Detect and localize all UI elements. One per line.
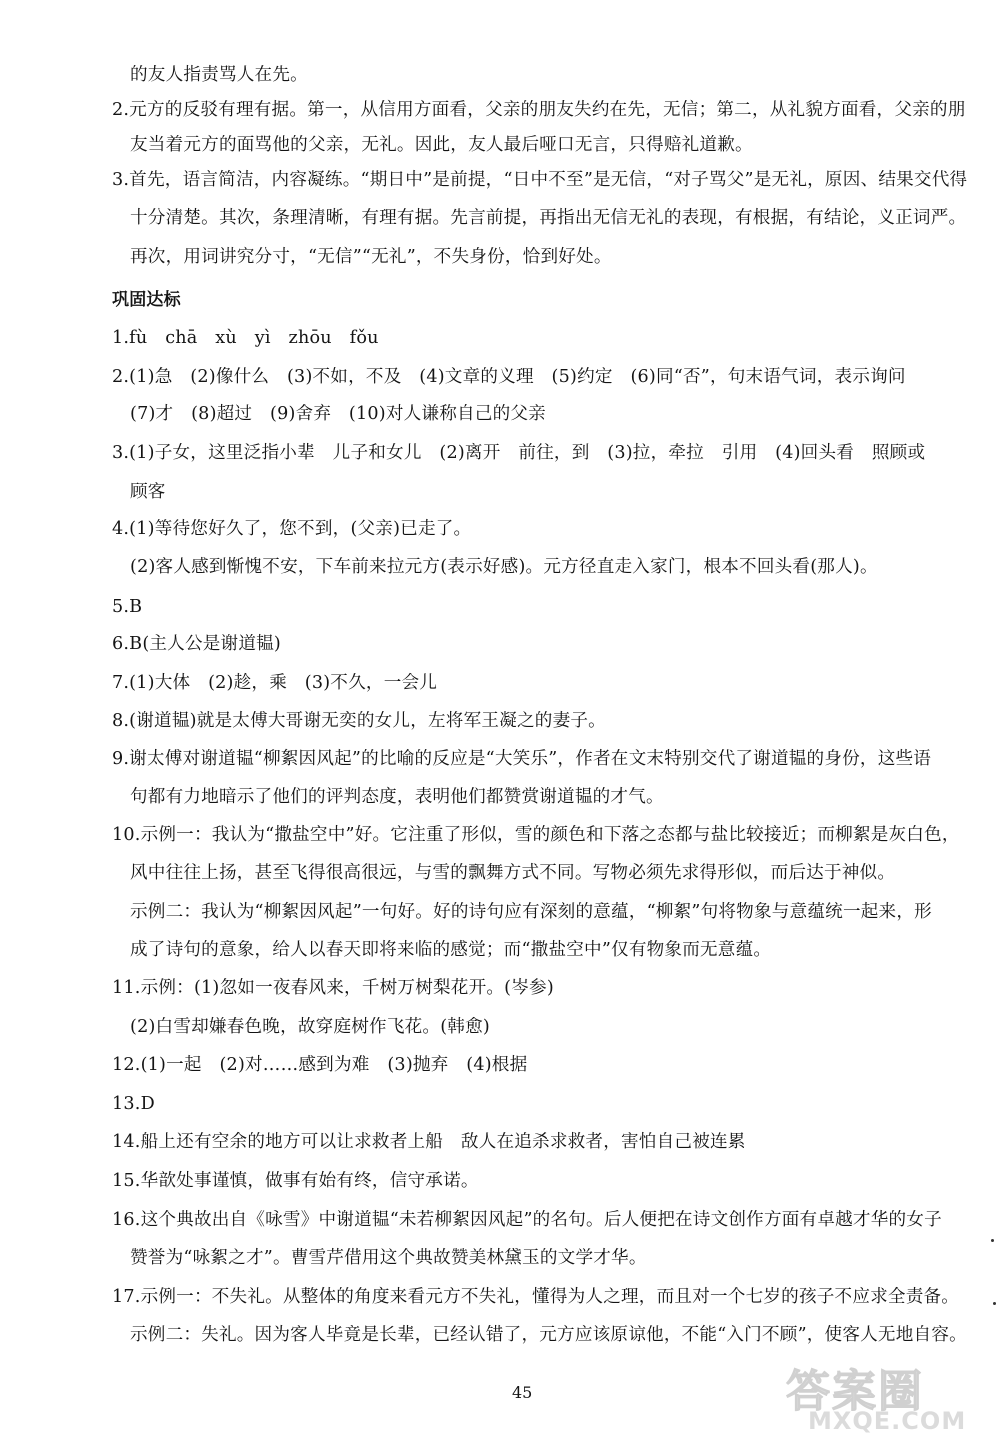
answer-item-6: 6.B(主人公是谢道韫) xyxy=(112,634,282,654)
answer-item-3: 3.首先，语言简洁，内容凝练。“期日中”是前提，“日中不至”是无信，“对子骂父”是无礼，原因、结果交代得 xyxy=(112,170,968,190)
answer-item-2: 2.元方的反驳有理有据。第一，从信用方面看，父亲的朋友失约在先，无信；第二，从礼貌方面看，父亲的朋 xyxy=(112,100,966,120)
watermark-logo-text: 答案圈 xyxy=(786,1366,924,1417)
text-line: 友当着元方的面骂他的父亲，无礼。因此，友人最后哑口无言，只得赔礼道歉。 xyxy=(130,135,753,155)
answer-item-1: 1.fù chā xù yì zhōu fǒu xyxy=(112,328,379,348)
text-line: (7)才 (8)超过 (9)舍弃 (10)对人谦称自己的父亲 xyxy=(130,404,546,424)
answer-item-16: 16.这个典故出自《咏雪》中谢道韫“未若柳絮因风起”的名句。后人便把在诗文创作方面有卓越才华的女子 xyxy=(112,1210,942,1230)
answer-item-7: 7.(1)大体 (2)趁，乘 (3)不久，一会儿 xyxy=(112,673,438,693)
scan-speck xyxy=(991,1239,994,1242)
text-line: 成了诗句的意象，给人以春天即将来临的感觉；而“撒盐空中”仅有物象而无意蕴。 xyxy=(130,940,772,960)
text-line: (2)白雪却嫌春色晚，故穿庭树作飞花。(韩愈) xyxy=(130,1017,490,1037)
text-line: 十分清楚。其次，条理清晰，有理有据。先言前提，再指出无信无礼的表现，有根据，有结论，义正词严。 xyxy=(130,208,967,228)
text-line: 的友人指责骂人在先。 xyxy=(130,65,308,85)
answer-item-15: 15.华歆处事谨慎，做事有始有终，信守承诺。 xyxy=(112,1171,479,1191)
text-line: 示例二：我认为“柳絮因风起”一句好。好的诗句应有深刻的意蕴，“柳絮”句将物象与意蕴统一起来，形 xyxy=(130,902,932,922)
answer-item-17: 17.示例一：不失礼。从整体的角度来看元方不失礼，懂得为人之理，而且对一个七岁的孩子不应求全责备。 xyxy=(112,1287,960,1307)
answer-item-10: 10.示例一：我认为“撒盐空中”好。它注重了形似，雪的颜色和下落之态都与盐比较接近；而柳絮是灰白色， xyxy=(112,825,960,845)
watermark-domain: MXQE.COM xyxy=(808,1407,967,1435)
answer-item-4: 4.(1)等待您好久了，您不到，(父亲)已走了。 xyxy=(112,519,472,539)
answer-item-8: 8.(谢道韫)就是太傅大哥谢无奕的女儿，左将军王凝之的妻子。 xyxy=(112,711,606,731)
scan-speck xyxy=(993,1302,996,1305)
answer-item-5: 5.B xyxy=(112,597,143,617)
answer-item-9: 9.谢太傅对谢道韫“柳絮因风起”的比喻的反应是“大笑乐”，作者在文末特别交代了谢道韫的身份，这些语 xyxy=(112,749,932,769)
section-heading: 巩固达标 xyxy=(112,290,181,310)
text-line: 赞誉为“咏絮之才”。曹雪芹借用这个典故赞美林黛玉的文学才华。 xyxy=(130,1248,647,1268)
answer-item-13: 13.D xyxy=(112,1094,155,1114)
text-line: 风中往往上扬，甚至飞得很高很远，与雪的飘舞方式不同。写物必须先求得形似，而后达于神似。 xyxy=(130,863,896,883)
answer-item-2: 2.(1)急 (2)像什么 (3)不如，不及 (4)文章的义理 (5)约定 (6)同“否”，句末语气词，表示询问 xyxy=(112,367,906,387)
answer-item-3: 3.(1)子女，这里泛指小辈 儿子和女儿 (2)离开 前往，到 (3)拉，牵拉 引用 (4)回头看 照顾或 xyxy=(112,443,926,463)
answer-item-12: 12.(1)一起 (2)对……感到为难 (3)抛弃 (4)根据 xyxy=(112,1055,528,1075)
answer-item-14: 14.船上还有空余的地方可以让求救者上船 敌人在追杀求救者，害怕自己被连累 xyxy=(112,1132,746,1152)
text-line: (2)客人感到惭愧不安，下车前来拉元方(表示好感)。元方径直走入家门，根本不回头看(那人)。 xyxy=(130,557,878,577)
answer-item-11: 11.示例：(1)忽如一夜春风来，千树万树梨花开。(岑参) xyxy=(112,978,554,998)
text-line: 句都有力地暗示了他们的评判态度，表明他们都赞赏谢道韫的才气。 xyxy=(130,787,664,807)
text-line: 再次，用词讲究分寸，“无信”“无礼”，不失身份，恰到好处。 xyxy=(130,247,612,267)
page-number: 45 xyxy=(512,1383,533,1402)
text-line: 示例二：失礼。因为客人毕竟是长辈，已经认错了，元方应该原谅他，不能“入门不顾”，使客人无地自容。 xyxy=(130,1325,967,1345)
site-watermark xyxy=(780,1355,995,1435)
text-line: 顾客 xyxy=(130,482,166,502)
